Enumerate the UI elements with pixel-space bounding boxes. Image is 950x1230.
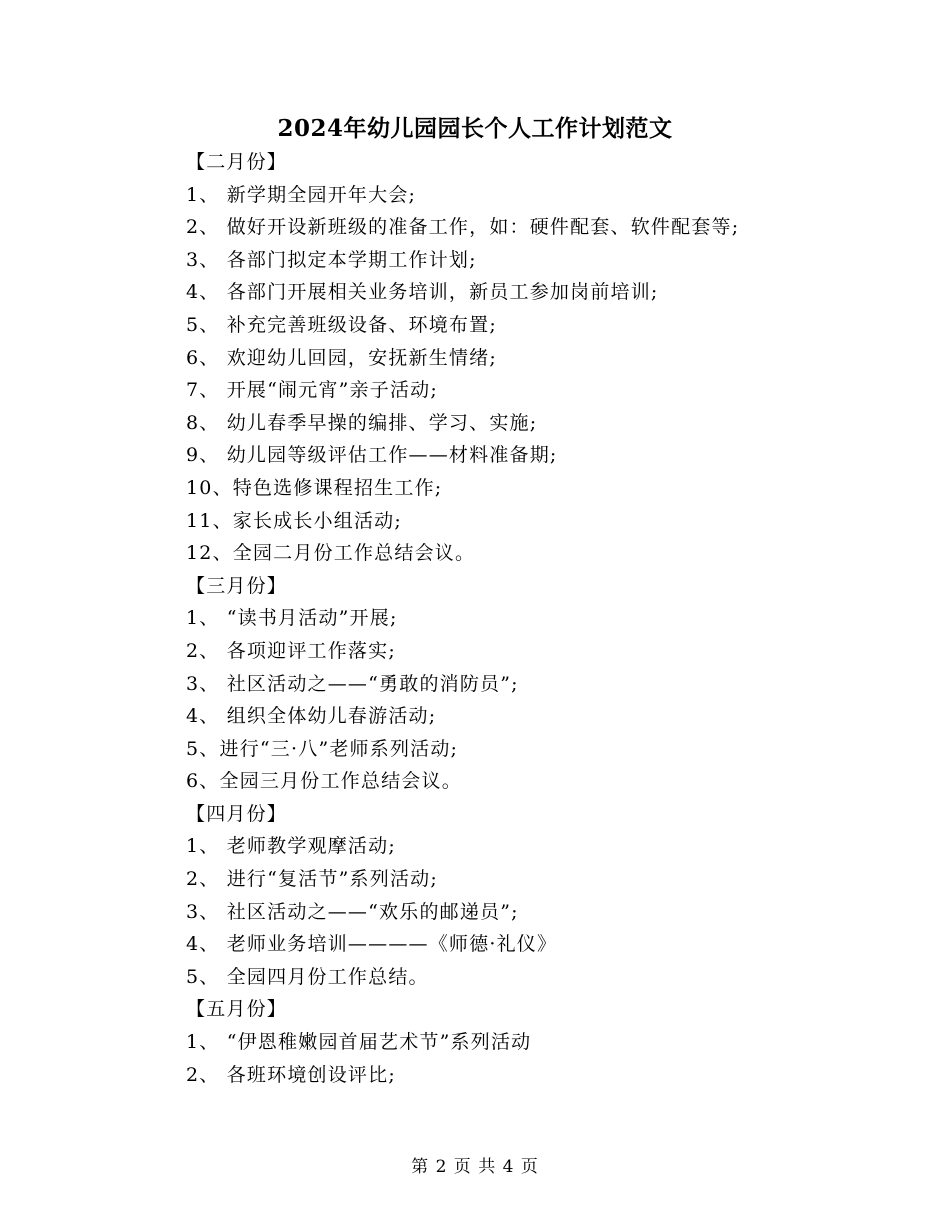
list-item: 5、 补充完善班级设备、环境布置; (186, 313, 497, 336)
list-item: 2、 做好开设新班级的准备工作，如：硬件配套、软件配套等; (186, 216, 740, 239)
list-item: 3、 社区活动之——“欢乐的邮递员”; (186, 900, 519, 923)
list-item: 12、全园二月份工作总结会议。 (186, 542, 476, 565)
section-heading-february: 【二月份】 (186, 151, 288, 173)
list-item: 11、家长成长小组活动; (186, 509, 402, 532)
list-item: 7、 开展“闹元宵”亲子活动; (186, 379, 438, 402)
list-item: 4、 各部门开展相关业务培训，新员工参加岗前培训; (186, 281, 659, 304)
list-item: 3、 社区活动之——“勇敢的消防员”; (186, 672, 519, 695)
list-item: 8、 幼儿春季早操的编排、学习、实施; (186, 411, 538, 434)
list-item: 1、 “伊恩稚嫩园首届艺术节”系列活动 (186, 1031, 532, 1054)
list-item: 5、进行“三·八”老师系列活动; (186, 737, 459, 760)
section-heading-may: 【五月份】 (186, 998, 288, 1021)
document-body (186, 146, 886, 1091)
list-item: 2、 进行“复活节”系列活动; (186, 868, 438, 891)
list-item: 9、 幼儿园等级评估工作——材料准备期; (186, 444, 558, 467)
list-item: 2、 各项迎评工作落实; (186, 639, 396, 662)
list-item: 4、 组织全体幼儿春游活动; (186, 705, 437, 728)
list-item: 10、特色选修课程招生工作; (186, 476, 443, 499)
list-item: 6、全园三月份工作总结会议。 (186, 770, 462, 793)
list-item: 1、 新学期全园开年大会; (186, 183, 417, 206)
page-footer: 第 2 页 共 4 页 (411, 1157, 539, 1177)
list-item: 2、 各班环境创设评比; (186, 1063, 396, 1086)
list-item: 1、 老师教学观摩活动; (186, 835, 396, 858)
list-item: 5、 全园四月份工作总结。 (186, 965, 429, 988)
list-item: 1、 “读书月活动”开展; (186, 607, 398, 630)
section-heading-april: 【四月份】 (186, 802, 288, 825)
list-item: 3、 各部门拟定本学期工作计划; (186, 248, 477, 271)
list-item: 4、 老师业务培训————《师德·礼仪》 (186, 933, 558, 956)
document-title: 2024年幼儿园园长个人工作计划范文 (277, 115, 673, 142)
list-item: 6、 欢迎幼儿回园，安抚新生情绪; (186, 346, 497, 369)
section-heading-march: 【三月份】 (186, 574, 288, 597)
